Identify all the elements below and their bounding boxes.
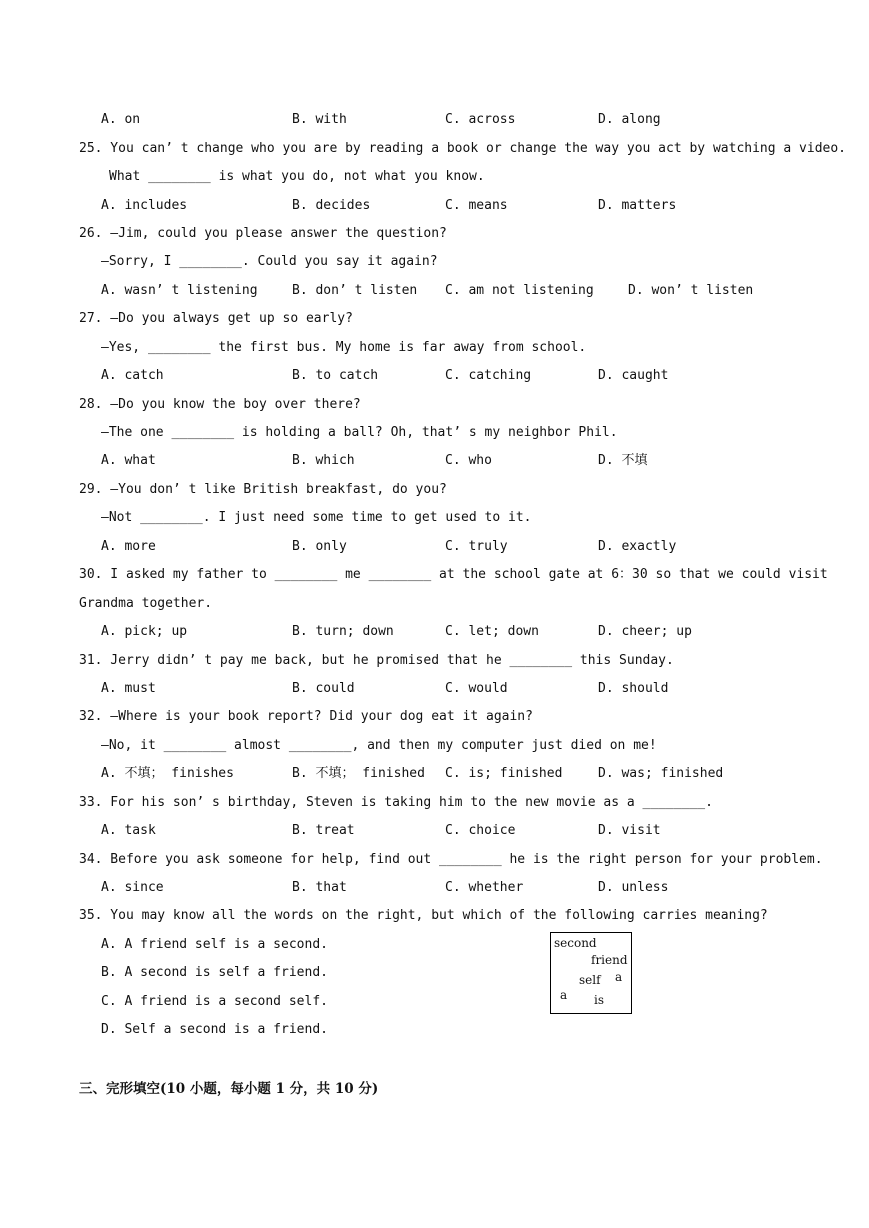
- option: C. who: [445, 453, 492, 468]
- option: A. more: [101, 539, 156, 554]
- option: C. truly: [445, 539, 508, 554]
- question-27: 27. —Do you always get up so early?: [79, 311, 353, 326]
- option: B. with: [292, 112, 347, 127]
- option: D. exactly: [598, 539, 677, 554]
- question-32: 32. —Where is your book report? Did your dog eat it again?: [79, 709, 533, 724]
- option: C. means: [445, 198, 508, 213]
- question-27-cont: —Yes, ________ the first bus. My home is far away from school.: [101, 340, 587, 355]
- question-29-cont: —Not ________. I just need some time to get used to it.: [101, 510, 532, 525]
- question-28: 28. —Do you know the boy over there?: [79, 397, 361, 412]
- option: B. that: [292, 880, 347, 895]
- option: C. is; finished: [445, 766, 563, 781]
- question-28-cont: —The one ________ is holding a ball? Oh, that’ s my neighbor Phil.: [101, 425, 618, 440]
- option: C. let; down: [445, 624, 539, 639]
- section-heading: 三、完形填空(10 小题，每小题 1 分，共 10 分): [79, 1081, 379, 1097]
- option: A. task: [101, 823, 156, 838]
- word-box: [550, 932, 632, 1014]
- option: D. won’ t listen: [628, 283, 754, 298]
- question-26: 26. —Jim, could you please answer the question?: [79, 226, 447, 241]
- question-31: 31. Jerry didn’ t pay me back, but he promised that he ________ this Sunday.: [79, 653, 674, 668]
- option: A. what: [101, 453, 156, 468]
- option: D. caught: [598, 368, 669, 383]
- option: A. since: [101, 880, 164, 895]
- option: C. catching: [445, 368, 532, 383]
- option: C. would: [445, 681, 508, 696]
- option: D. 不填: [598, 453, 648, 468]
- question-30: 30. I asked my father to ________ me ________ at the school gate at 6：30 so that we could visit: [79, 567, 828, 582]
- option: D. cheer; up: [598, 624, 692, 639]
- option: A. includes: [101, 198, 188, 213]
- question-26-cont: —Sorry, I ________. Could you say it again?: [101, 254, 438, 269]
- option: B. could: [292, 681, 355, 696]
- option: C. across: [445, 112, 516, 127]
- option: B. to catch: [292, 368, 379, 383]
- option: B. only: [292, 539, 347, 554]
- option: B. treat: [292, 823, 355, 838]
- word: is: [594, 993, 604, 1007]
- question-25: 25. You can’ t change who you are by reading a book or change the way you act by watching a video.: [79, 141, 847, 156]
- option: A. on: [101, 112, 141, 127]
- option: C. choice: [445, 823, 516, 838]
- question-29: 29. —You don’ t like British breakfast, do you?: [79, 482, 447, 497]
- word: self: [579, 973, 601, 987]
- option: B. which: [292, 453, 355, 468]
- option: A. A friend self is a second.: [101, 937, 328, 952]
- option: B. don’ t listen: [292, 283, 418, 298]
- word: friend: [591, 953, 628, 967]
- word: a: [560, 988, 568, 1002]
- option: D. should: [598, 681, 669, 696]
- question-34: 34. Before you ask someone for help, find out ________ he is the right person for your problem.: [79, 852, 823, 867]
- option: C. am not listening: [445, 283, 594, 298]
- option: D. matters: [598, 198, 677, 213]
- question-32-cont: —No, it ________ almost ________, and then my computer just died on me!: [101, 738, 657, 753]
- question-35: 35. You may know all the words on the right, but which of the following carries meaning?: [79, 908, 768, 923]
- option: B. decides: [292, 198, 371, 213]
- option: A. 不填； finishes: [101, 766, 234, 781]
- option: D. along: [598, 112, 661, 127]
- word: second: [554, 936, 597, 950]
- option: C. whether: [445, 880, 524, 895]
- option: A. wasn’ t listening: [101, 283, 258, 298]
- option: D. Self a second is a friend.: [101, 1022, 328, 1037]
- option: D. was; finished: [598, 766, 724, 781]
- option: A. pick; up: [101, 624, 188, 639]
- option: B. A second is self a friend.: [101, 965, 328, 980]
- option: B. turn; down: [292, 624, 394, 639]
- option: A. catch: [101, 368, 164, 383]
- option: C. A friend is a second self.: [101, 994, 328, 1009]
- option: B. 不填； finished: [292, 766, 425, 781]
- option: D. unless: [598, 880, 669, 895]
- question-25-cont: What ________ is what you do, not what you know.: [109, 169, 485, 184]
- question-30-cont: Grandma together.: [79, 596, 213, 611]
- question-33: 33. For his son’ s birthday, Steven is taking him to the new movie as a ________.: [79, 795, 713, 810]
- word: a: [615, 970, 623, 984]
- option: D. visit: [598, 823, 661, 838]
- option: A. must: [101, 681, 156, 696]
